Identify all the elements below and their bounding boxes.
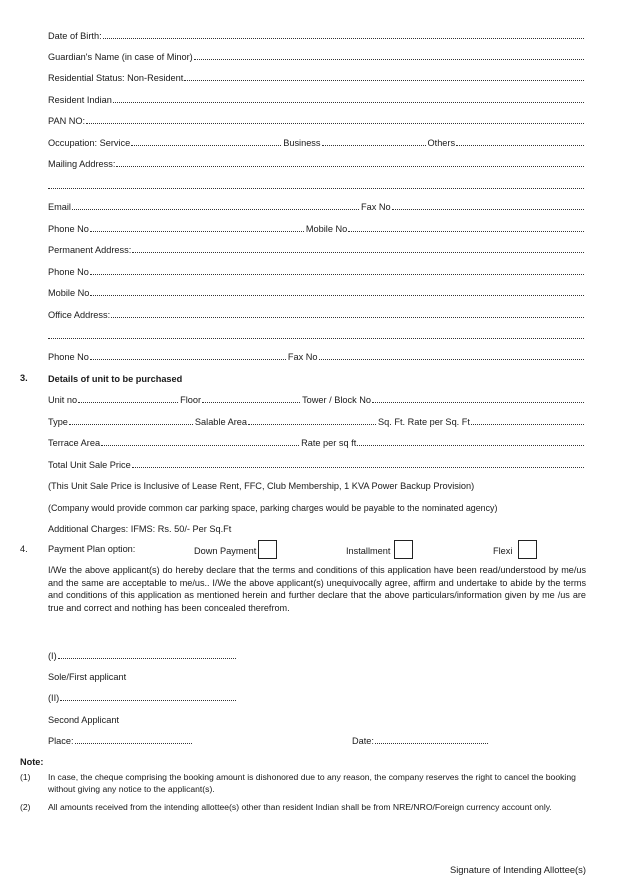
section3-heading-text: Details of unit to be purchased [48,374,183,384]
permanent-address-label: Permanent Address: [48,245,132,255]
first-applicant-signature-field[interactable] [58,658,236,659]
office-address-line2-row [48,328,586,342]
additional-charges-text: Additional Charges: IFMS: Rs. 50/- Per Sq.Ft [48,524,232,534]
note-2-marker: (2) [20,802,31,812]
second-applicant-sign-row [48,690,238,704]
note-parking-text: (Company would provide common car parking space, parking charges would be payable to the nominated agency) [48,503,498,513]
flexi-checkbox[interactable] [518,540,537,559]
mobile2-row [48,285,586,299]
terrace-area-row [48,435,586,449]
type-label: Type [48,417,68,427]
unit-no-label: Unit no [48,395,78,405]
dob-label: Date of Birth: [48,31,102,41]
phone-mobile-row [48,221,586,235]
office-address-field[interactable] [111,317,584,318]
residential-status-row [48,70,586,84]
place-row [48,733,194,747]
permanent-address-row [48,242,586,256]
mobile2-label: Mobile No [48,288,90,298]
tower-label: Tower / Block No [302,395,371,405]
office-address-line2-field[interactable] [48,338,584,339]
first-applicant-label: Sole/First applicant [48,672,127,682]
date-field[interactable] [375,743,488,744]
mobile2-field[interactable] [90,295,584,296]
mobile-field[interactable] [348,231,584,232]
note-1-marker: (1) [20,772,31,782]
pan-field[interactable] [86,123,584,124]
phone3-label: Phone No [48,352,89,362]
dob-field[interactable] [103,38,584,39]
fax2-field[interactable] [319,359,585,360]
residential-status-field[interactable] [184,80,584,81]
second-applicant-label: Second Applicant [48,715,120,725]
phone-field[interactable] [90,231,304,232]
down-payment-label: Down Payment [194,546,257,556]
installment-label: Installment [346,546,391,556]
place-label: Place: [48,736,74,746]
date-row [352,733,490,747]
mailing-address-row [48,156,586,170]
section4-number: 4. [20,544,28,554]
installment-option[interactable] [346,540,413,559]
unit-no-field[interactable] [78,402,178,403]
down-payment-checkbox[interactable] [258,540,277,559]
notes-heading: Note: [20,757,44,767]
permanent-address-field[interactable] [132,252,584,253]
first-applicant-marker: (I) [48,651,57,661]
type-field[interactable] [69,424,193,425]
occupation-others-field[interactable] [456,145,584,146]
pan-label: PAN NO: [48,116,86,126]
residential-status-label: Residential Status: Non-Resident [48,73,184,83]
phone-label: Phone No [48,224,89,234]
mailing-address-label: Mailing Address: [48,159,116,169]
fax-label: Fax No [360,202,391,212]
resident-indian-row [48,92,586,106]
down-payment-option[interactable] [194,540,277,559]
note-2-text: All amounts received from the intending allottee(s) other than resident Indian shall be from NRE/NRO/Foreign currency account only. [48,802,552,812]
resident-indian-field[interactable] [113,102,584,103]
phone2-label: Phone No [48,267,89,277]
first-applicant-sign-row [48,648,238,662]
total-price-label: Total Unit Sale Price [48,460,131,470]
dob-row [48,28,586,42]
guardian-row [48,49,586,63]
payment-plan-row [48,540,588,560]
second-applicant-signature-field[interactable] [60,700,236,701]
place-field[interactable] [75,743,192,744]
guardian-label: Guardian's Name (in case of Minor) [48,52,193,62]
section3-number: 3. [20,373,28,383]
floor-field[interactable] [202,402,300,403]
additional-charges-row [48,521,586,535]
floor-label: Floor [180,395,202,405]
note-parking-row [48,500,586,514]
unit-floor-tower-row [48,392,586,406]
occupation-label: Occupation: Service [48,138,131,148]
second-applicant-marker: (II) [48,693,60,703]
second-applicant-label-row [48,712,586,726]
declaration-text: I/We the above applicant(s) do hereby declare that the terms and conditions of this application have been read/understood by me/us and the same are acceptable to me/us.. I/We the above applicant(s) unequivocally agree, affirm and undertake to abide by the terms and conditions of this application as mentioned herein and further declare that the above particulars/information given by me /us are true and correct and nothing has been concealed therefrom. [48,565,586,613]
occupation-service-field[interactable] [131,145,281,146]
salable-area-label: Salable Area [194,417,248,427]
signature-footer: Signature of Intending Allottee(s) [449,864,586,875]
fax2-label: Fax No [287,352,318,362]
type-area-row [48,414,586,428]
total-price-row [48,457,586,471]
installment-checkbox[interactable] [394,540,413,559]
mobile-label: Mobile No [305,224,348,234]
payment-plan-label: Payment Plan option: [48,544,136,554]
pan-row [48,113,586,127]
occupation-row [48,135,586,149]
note-inclusive-text: (This Unit Sale Price is Inclusive of Lease Rent, FFC, Club Membership, 1 KVA Power Backup Provision) [48,481,475,491]
phone3-field[interactable] [90,359,286,360]
office-address-label: Office Address: [48,310,111,320]
email-row [48,199,586,213]
mailing-address-field[interactable] [116,166,584,167]
terrace-area-field[interactable] [101,445,299,446]
salable-area-field[interactable] [248,424,376,425]
date-label: Date: [352,736,374,746]
phone2-row [48,264,586,278]
resident-indian-label: Resident Indian [48,95,112,105]
occupation-business-label: Business [283,138,321,148]
office-address-row [48,307,586,321]
rate-per-sqft-field[interactable] [471,424,584,425]
rate-per-sqft-label: Rate per sq ft [301,438,357,448]
flexi-option[interactable] [493,540,537,559]
occupation-others-label: Others [427,138,456,148]
terrace-rate-field[interactable] [357,445,584,446]
flexi-label: Flexi [493,546,513,556]
phone2-field[interactable] [90,274,584,275]
note-1-text: In case, the cheque comprising the booking amount is dishonored due to any reason, the company reserves the right to cancel the booking without giving any notice to the applicant(s). [48,772,576,794]
section3-heading [48,371,586,385]
email-field[interactable] [72,209,359,210]
occupation-business-field[interactable] [322,145,426,146]
mailing-address-line2-row [48,178,586,192]
sqft-rate-label: Sq. Ft. Rate per Sq. Ft [378,417,470,427]
email-label: Email [48,202,71,212]
terrace-area-label: Terrace Area [48,438,101,448]
fax-field[interactable] [392,209,584,210]
note-inclusive-row [48,478,586,492]
guardian-field[interactable] [194,59,584,60]
total-price-field[interactable] [132,467,584,468]
first-applicant-label-row [48,669,586,683]
mailing-address-line2-field[interactable] [48,188,584,189]
tower-field[interactable] [372,402,584,403]
phone3-fax2-row [48,349,586,363]
